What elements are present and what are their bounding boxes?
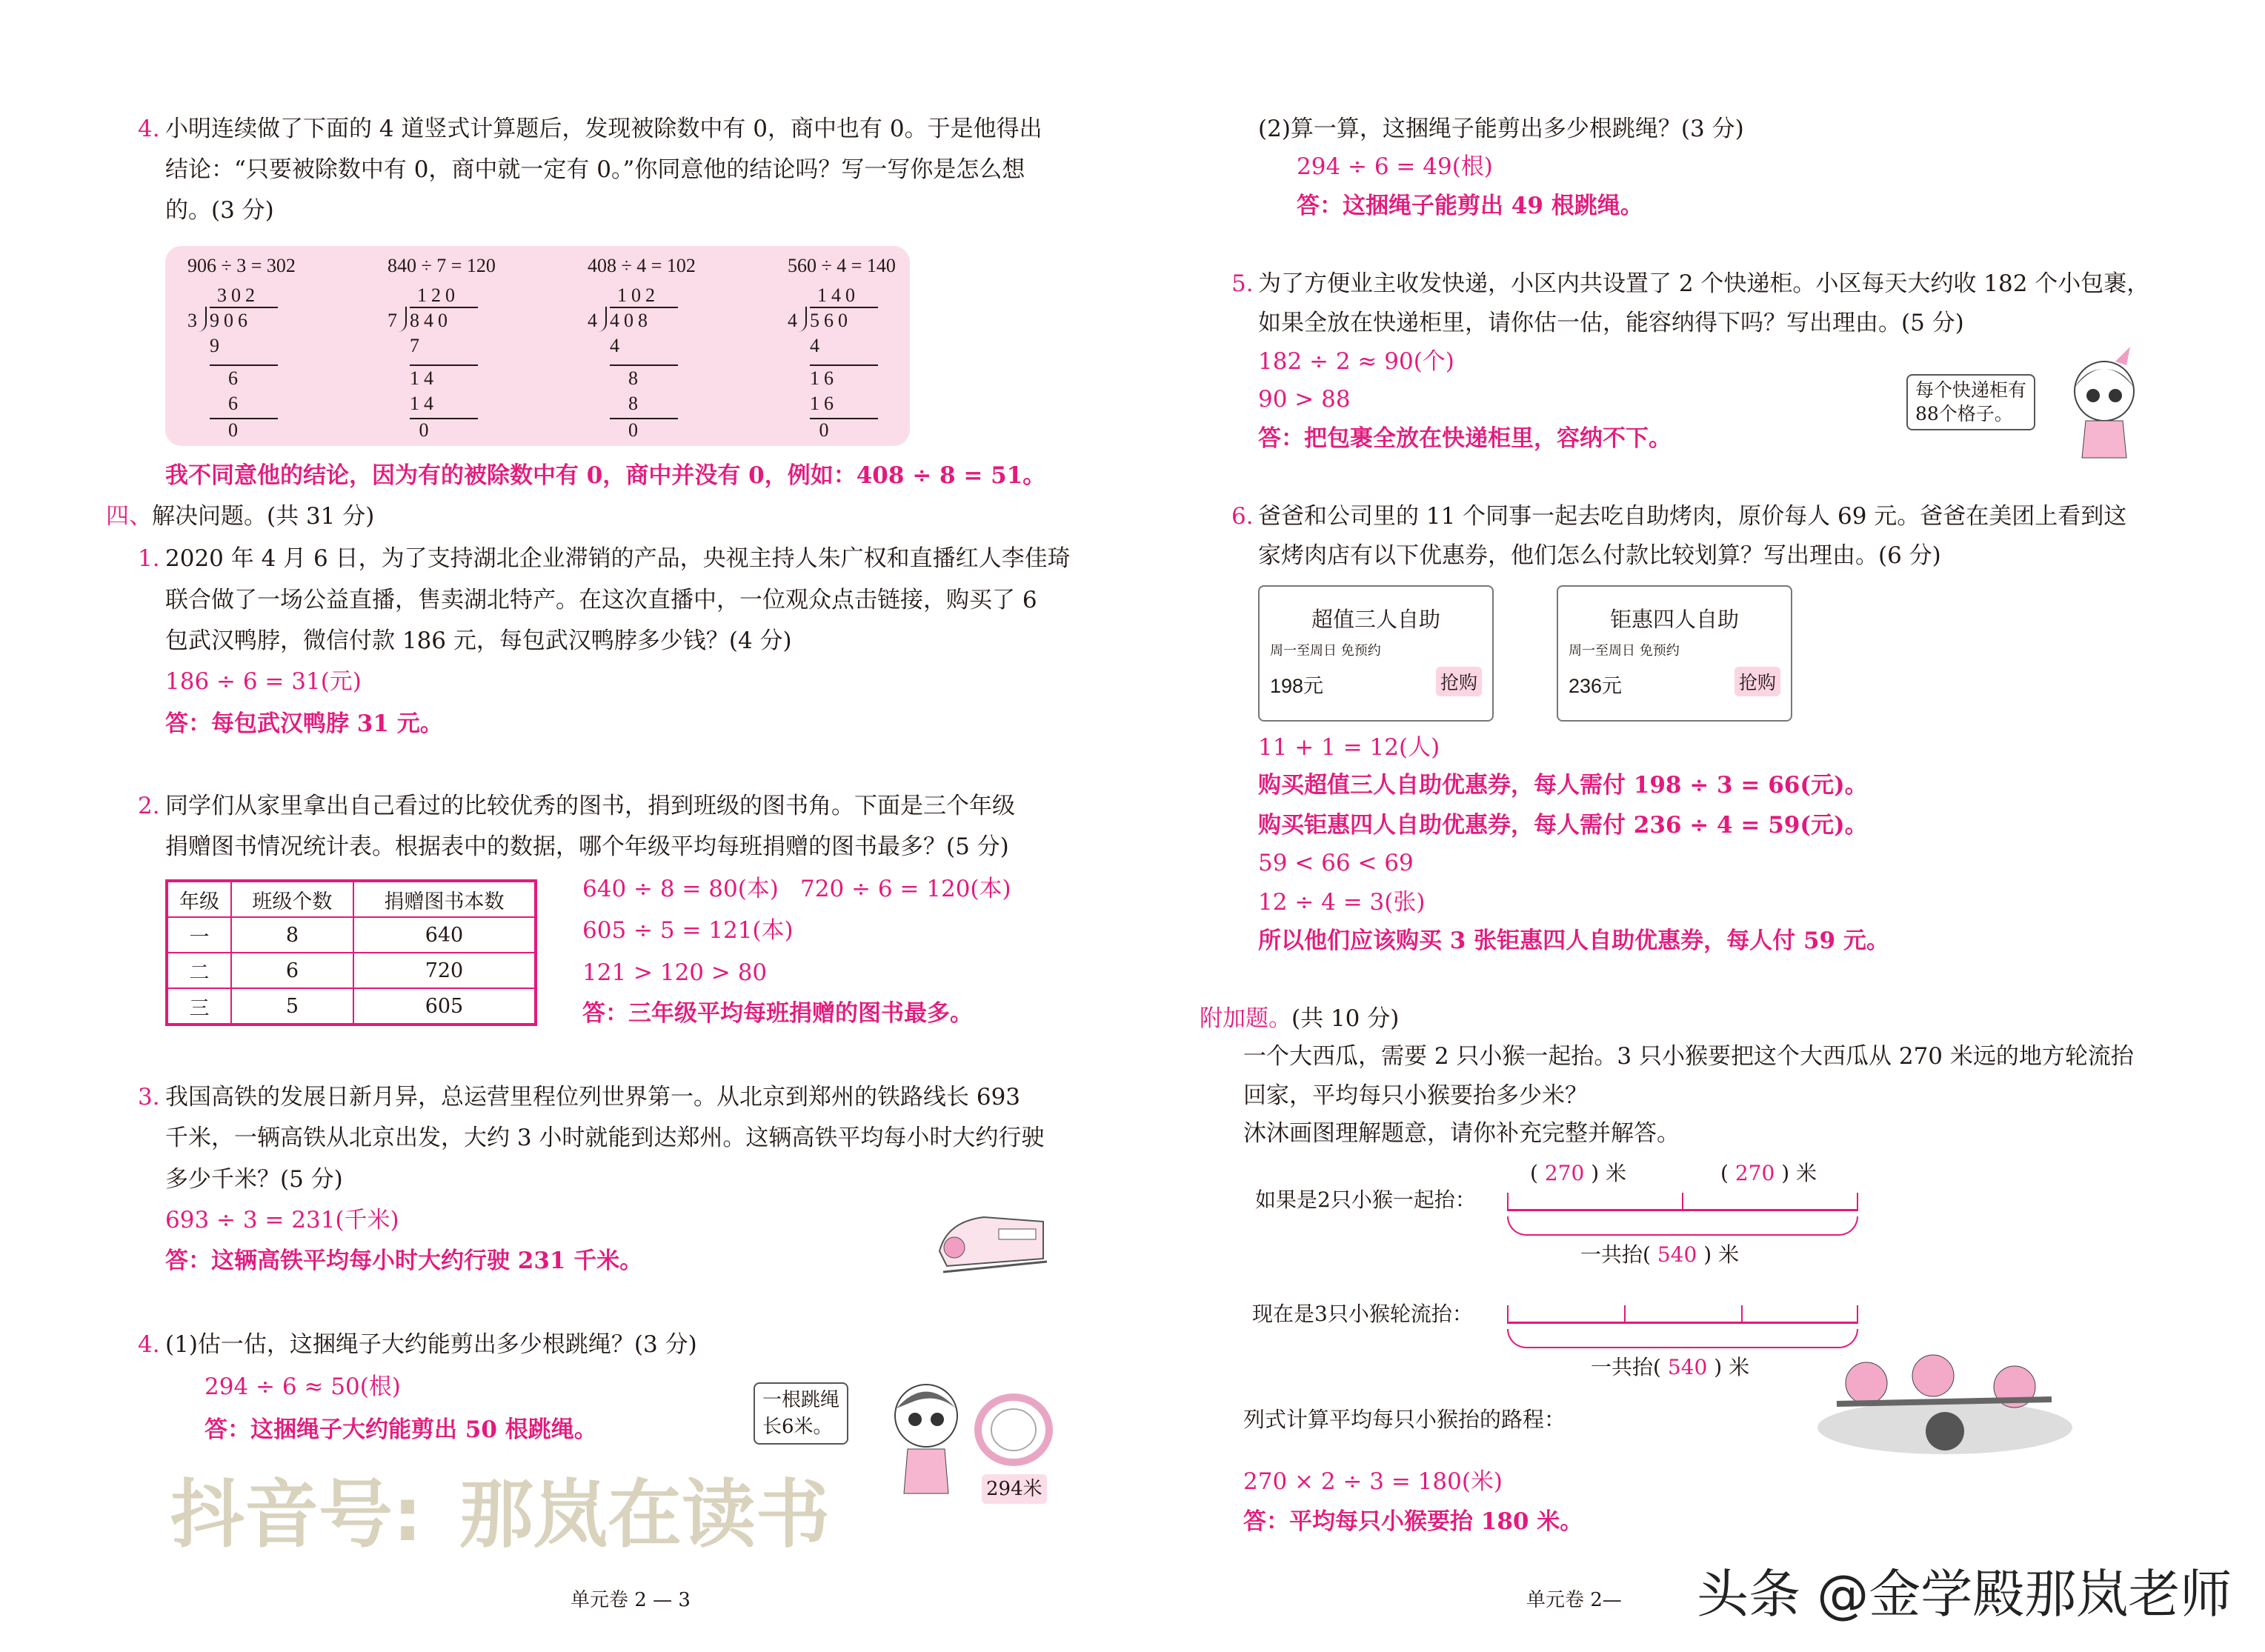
calculation: 186 ÷ 6 = 31(元)	[165, 668, 362, 695]
division-step: 6	[210, 367, 242, 389]
table-cell: 二	[167, 953, 231, 988]
paren: (	[1530, 1161, 1538, 1185]
question-number: 5.	[1231, 270, 1254, 297]
question-text: 千米，一辆高铁从北京出发，大约 3 小时就能到达郑州。这辆高铁平均每小时大约行驶	[165, 1125, 1045, 1151]
question-number: 4.	[138, 1331, 160, 1358]
paren: (	[1720, 1161, 1729, 1185]
watermark-account: 那岚在读书	[459, 1471, 830, 1558]
total-brace	[1507, 1216, 1858, 1236]
question-text: 一个大西瓜，需要 2 只小猴一起抬。3 只小猴要把这个大西瓜从 270 米远的地方轮流抬	[1243, 1043, 2134, 1070]
division-step: 0	[610, 419, 642, 441]
quotient: 120	[417, 284, 459, 306]
girl-illustration	[2063, 347, 2145, 465]
division-step: 9	[210, 335, 242, 356]
diagram-row-label: 现在是3只小猴轮流抬：	[1252, 1302, 1473, 1326]
segment-tick	[1507, 1305, 1509, 1322]
question-number: 1.	[138, 545, 160, 572]
subtraction-line	[610, 418, 678, 419]
question-text: 家烤肉店有以下优惠券，他们怎么付款比较划算？写出理由。(6 分)	[1258, 542, 1941, 569]
divisor: 4	[788, 310, 797, 331]
table-row	[167, 953, 536, 988]
total-value: 540	[1667, 1355, 1708, 1379]
dividend: 840	[410, 310, 452, 331]
division-bar	[810, 307, 878, 308]
division-step: 16	[810, 393, 848, 414]
division-step: 8	[610, 367, 642, 389]
coupon-title: 钜惠四人自助	[1609, 607, 1739, 632]
quotient: 102	[617, 284, 659, 306]
quotient: 140	[817, 284, 859, 306]
divisor: 7	[388, 310, 397, 331]
table-cell: 8	[231, 917, 353, 953]
line-segment	[1507, 1305, 1858, 1324]
table-cell: 605	[353, 988, 536, 1025]
paren: )	[1781, 1161, 1790, 1185]
monkeys-carrying-watermelon-illustration	[1815, 1339, 2075, 1457]
question-text: 我国高铁的发展日新月异，总运营里程位列世界第一。从北京到郑州的铁路线长 693	[165, 1084, 1021, 1110]
calculation: 720 ÷ 6 = 120(本)	[800, 876, 1011, 902]
division-step: 14	[410, 367, 448, 389]
question-text: 2020 年 4 月 6 日，为了支持湖北企业滞销的产品，央视主持人朱广权和直播红人李佳琦	[165, 545, 1071, 572]
question-text: 的。(3 分)	[165, 197, 274, 224]
paren: (	[1653, 1355, 1661, 1379]
calculation: 640 ÷ 8 = 80(本)	[582, 876, 779, 902]
coupon-price: 236元	[1569, 675, 1623, 697]
question-number: 6.	[1231, 503, 1254, 530]
answer-text: 答：每包武汉鸭脖 31 元。	[165, 710, 443, 737]
unit: 米	[1729, 1355, 1750, 1379]
table-header-row	[167, 881, 536, 917]
table-cell: 720	[353, 953, 536, 988]
rope-length-label: 294米	[982, 1474, 1047, 1504]
coupon-subtitle: 周一至周日 免预约	[1569, 643, 1680, 659]
division-step: 6	[210, 393, 242, 414]
calculation: 270 × 2 ÷ 3 = 180(米)	[1243, 1468, 1503, 1495]
coupon-card	[1258, 585, 1494, 722]
segment-label	[1530, 1159, 1626, 1188]
calculation: 11 + 1 = 12(人)	[1258, 734, 1440, 761]
answer-text: 答：把包裹全放在快递柜里，容纳不下。	[1258, 425, 1672, 452]
calculation: 605 ÷ 5 = 121(本)	[582, 917, 794, 944]
boy-illustration	[885, 1375, 967, 1501]
answer-text: 答：平均每只小猴要抬 180 米。	[1243, 1508, 1583, 1535]
division-step: 0	[210, 419, 242, 441]
question-text: 包武汉鸭脖，微信付款 186 元，每包武汉鸭脖多少钱？(4 分)	[165, 627, 792, 654]
calculation-prompt: 列式计算平均每只小猴抬的路程：	[1243, 1407, 1566, 1432]
division-step: 14	[410, 393, 448, 414]
segment-tick	[1507, 1193, 1509, 1209]
table-cell: 5	[231, 988, 353, 1025]
segment-tick	[1741, 1305, 1743, 1322]
segment-tick	[1857, 1305, 1858, 1322]
section-number: 四、	[106, 503, 152, 530]
column-header: 班级个数	[231, 881, 353, 917]
answer-text: 所以他们应该购买 3 张钜惠四人自助优惠券，每人付 59 元。	[1258, 927, 1889, 954]
division-step: 8	[610, 393, 642, 414]
long-division-panel	[165, 246, 910, 446]
speech-bubble: 每个快递柜有 88个格子。	[1906, 374, 2035, 430]
page-footer: 单元卷 2—	[1526, 1589, 1622, 1611]
divisor: 4	[588, 310, 597, 331]
division-step: 4	[610, 335, 642, 356]
calculation: 90 > 88	[1258, 386, 1351, 413]
bonus-heading	[1200, 1004, 1399, 1033]
total-prefix: 一共抬	[1591, 1355, 1654, 1379]
total-prefix: 一共抬	[1580, 1242, 1643, 1267]
donation-table	[165, 879, 537, 1026]
column-header: 年级	[167, 881, 231, 917]
paren: )	[1714, 1355, 1723, 1379]
subtraction-line	[210, 364, 278, 366]
question-text: (2)算一算，这捆绳子能剪出多少根跳绳？(3 分)	[1258, 116, 1744, 142]
division-equation: 408 ÷ 4 = 102	[588, 255, 696, 276]
paren: (	[1643, 1242, 1651, 1267]
section-title: 解决问题。(共 31 分)	[152, 503, 375, 530]
unit: 米	[1606, 1161, 1627, 1185]
train-illustration	[932, 1207, 1051, 1281]
total-brace	[1507, 1329, 1858, 1348]
division-step: 16	[810, 367, 848, 389]
bonus-title: 附加题。	[1200, 1005, 1291, 1032]
division-bracket	[398, 307, 407, 332]
division-bracket	[598, 307, 607, 332]
segment-label	[1720, 1159, 1817, 1188]
calculation: 294 ÷ 6 = 49(根)	[1297, 153, 1493, 180]
subtraction-line	[610, 364, 678, 366]
rope-coil-illustration	[973, 1393, 1054, 1467]
section-heading	[106, 502, 374, 531]
coupon-card	[1557, 585, 1792, 722]
division-bar	[410, 307, 478, 308]
column-header: 捐赠图书本数	[353, 881, 536, 917]
calculation: 693 ÷ 3 = 231(千米)	[165, 1207, 399, 1233]
corner-watermark: 头条 @金学殿那岚老师	[1697, 1564, 2232, 1625]
coupon-price: 198元	[1270, 675, 1324, 697]
subtraction-line	[410, 418, 478, 419]
calculation: 182 ÷ 2 ≈ 90(个)	[1258, 348, 1454, 375]
answer-text: 我不同意他的结论，因为有的被除数中有 0，商中并没有 0，例如：408 ÷ 8 = 51。	[165, 462, 1046, 489]
question-text: 小明连续做了下面的 4 道竖式计算题后，发现被除数中有 0，商中也有 0。于是他得出	[165, 116, 1042, 142]
question-text: 回家，平均每只小猴要抬多少米？	[1243, 1082, 1588, 1109]
calculation: 59 < 66 < 69	[1258, 850, 1414, 876]
total-label	[1580, 1240, 1739, 1270]
unit: 米	[1718, 1242, 1740, 1267]
dividend: 408	[610, 310, 652, 331]
total-label	[1591, 1353, 1749, 1382]
division-equation: 906 ÷ 3 = 302	[187, 255, 296, 276]
bonus-points: (共 10 分)	[1291, 1005, 1400, 1032]
paren: )	[1703, 1242, 1712, 1267]
question-text: 如果全放在快递柜里，请你估一估，能容纳得下吗？写出理由。(5 分)	[1258, 310, 1964, 336]
dividend: 560	[810, 310, 852, 331]
question-number: 4.	[138, 116, 160, 142]
division-equation: 560 ÷ 4 = 140	[788, 255, 896, 276]
divisor: 3	[187, 310, 197, 331]
question-text: (1)估一估，这捆绳子大约能剪出多少根跳绳？(3 分)	[165, 1331, 697, 1358]
speech-bubble: 一根跳绳 长6米。	[754, 1382, 848, 1445]
question-text: 同学们从家里拿出自己看过的比较优秀的图书，捐到班级的图书角。下面是三个年级	[165, 793, 1015, 819]
answer-text: 购买超值三人自助优惠券，每人需付 198 ÷ 3 = 66(元)。	[1258, 772, 1868, 799]
table-cell: 640	[353, 917, 536, 953]
division-equation: 840 ÷ 7 = 120	[388, 255, 496, 276]
question-number: 2.	[138, 793, 160, 819]
division-bar	[210, 307, 278, 308]
division-bar	[610, 307, 678, 308]
table-row	[167, 917, 536, 953]
question-text: 沐沐画图理解题意，请你补充完整并解答。	[1243, 1120, 1680, 1147]
table-cell: 三	[167, 988, 231, 1025]
answer-text: 答：这捆绳子能剪出 49 根跳绳。	[1297, 193, 1643, 219]
question-text: 多少千米？(5 分)	[165, 1166, 343, 1193]
segment-tick	[1857, 1193, 1858, 1209]
division-step: 4	[810, 335, 842, 356]
question-text: 捐赠图书情况统计表。根据表中的数据，哪个年级平均每班捐赠的图书最多？(5 分)	[165, 833, 1009, 860]
segment-tick	[1624, 1305, 1626, 1322]
question-text: 为了方便业主收发快递，小区内共设置了 2 个快递柜。小区每天大约收 182 个小包裹，	[1258, 270, 2150, 297]
quotient: 302	[217, 284, 259, 306]
table-cell: 一	[167, 917, 231, 953]
dividend: 906	[210, 310, 252, 331]
question-number: 3.	[138, 1084, 160, 1110]
answer-text: 购买钜惠四人自助优惠券，每人需付 236 ÷ 4 = 59(元)。	[1258, 812, 1868, 839]
buy-button[interactable]: 抢购	[1734, 667, 1780, 696]
diagram-row-label: 如果是2只小猴一起抬：	[1255, 1188, 1476, 1212]
division-step: 7	[410, 335, 442, 356]
segment-value: 270	[1544, 1161, 1585, 1185]
calculation: 294 ÷ 6 ≈ 50(根)	[204, 1373, 401, 1400]
unit: 米	[1796, 1161, 1817, 1185]
paren: )	[1591, 1161, 1600, 1185]
total-value: 540	[1657, 1242, 1697, 1267]
division-bracket	[798, 307, 807, 332]
answer-text: 答：这捆绳子大约能剪出 50 根跳绳。	[204, 1416, 597, 1443]
question-text: 结论：“只要被除数中有 0，商中就一定有 0。”你同意他的结论吗？写一写你是怎么想	[165, 156, 1025, 183]
division-bracket	[198, 307, 207, 332]
answer-text: 答：这辆高铁平均每小时大约行驶 231 千米。	[165, 1248, 643, 1274]
division-step: 0	[410, 419, 442, 441]
segment-value: 270	[1734, 1161, 1775, 1185]
calculation: 121 > 120 > 80	[582, 959, 768, 986]
coupon-title: 超值三人自助	[1311, 607, 1440, 632]
calculation: 12 ÷ 4 = 3(张)	[1258, 889, 1426, 916]
question-text: 联合做了一场公益直播，售卖湖北特产。在这次直播中，一位观众点击链接，购买了 6	[165, 587, 1037, 613]
coupon-subtitle: 周一至周日 免预约	[1270, 643, 1381, 659]
subtraction-line	[210, 418, 278, 419]
buy-button[interactable]: 抢购	[1436, 667, 1482, 696]
subtraction-line	[810, 364, 878, 366]
answer-text: 答：三年级平均每班捐赠的图书最多。	[582, 1000, 973, 1027]
division-step: 0	[810, 419, 842, 441]
table-row	[167, 988, 536, 1025]
watermark-douyin: 抖音号:	[170, 1471, 422, 1558]
subtraction-line	[810, 418, 878, 419]
table-cell: 6	[231, 953, 353, 988]
subtraction-line	[410, 364, 478, 366]
question-text: 爸爸和公司里的 11 个同事一起去吃自助烤肉，原价每人 69 元。爸爸在美团上看到这	[1258, 503, 2127, 530]
page-footer: 单元卷 2 — 3	[571, 1589, 691, 1611]
segment-tick	[1682, 1193, 1683, 1209]
